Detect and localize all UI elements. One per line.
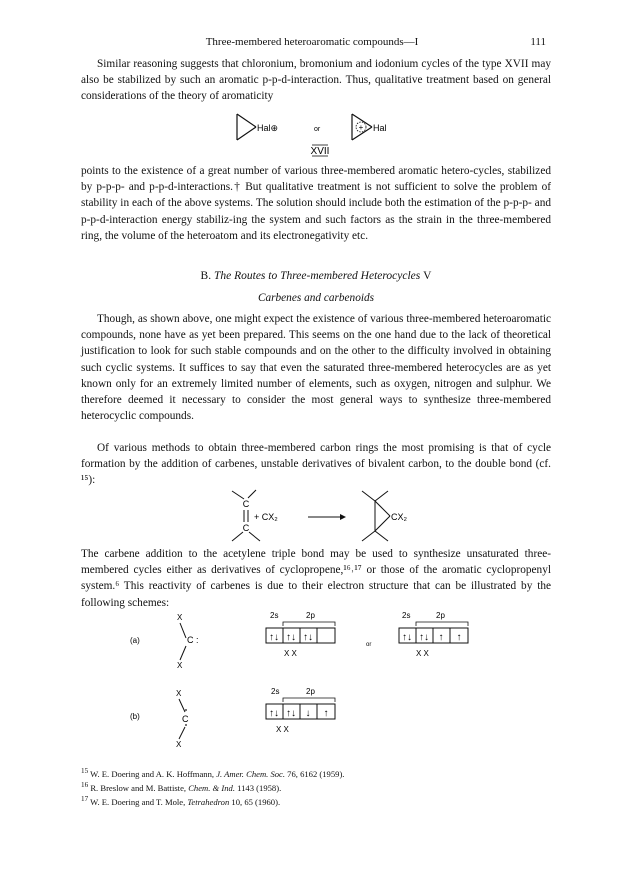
ring-plus-sign: + <box>358 123 364 132</box>
paragraph-2-text: points to the existence of a great number of various three-membered aromatic hetero-cycles, stabilized by p-p-p- and p-p-d-interactions.† But qualitative treatment is not sufficient to solve the problem of stability in each of the above systems. The solution should include both the estimation of the p-p-p- and p-p-d-interaction energy stabiliz-ing the system and such factors as the strain in the three-membered ring, the volume of the heteroatom and its electronegativity etc. <box>81 165 551 242</box>
b-cell-3: ↓ <box>305 708 311 719</box>
b-cell-1: ↑↓ <box>269 708 279 719</box>
paragraph-4 <box>81 440 551 489</box>
scheme-a1-2s-label: 2s <box>270 611 279 620</box>
b-cell-2: ↑↓ <box>286 708 296 719</box>
halonium-structure-right <box>352 114 387 140</box>
hal-label: Hal <box>373 123 387 133</box>
a1-cell-1: ↑↓ <box>269 632 279 643</box>
orbital-box-b <box>266 704 335 719</box>
scheme-a1-xx: X X <box>284 649 297 658</box>
scheme-a-colon: : <box>196 635 199 645</box>
scheme-a2-2s-label: 2s <box>402 611 411 620</box>
paragraph-1-text: Similar reasoning suggests that chloronium, bromonium and iodonium cycles of the type XVII may also be stabilized by such an aromatic p-p-d-interaction. Thus, qualitative treatment based on general considerations of the theory of aromaticity <box>81 58 551 103</box>
cyclopropane-product <box>362 491 408 541</box>
a2-cell-3: ↑ <box>438 632 444 643</box>
running-title: Three-membered heteroaromatic compounds—I <box>205 36 419 48</box>
paragraph-2 <box>81 163 551 244</box>
footnote-15: $^{15}$ W. E. Doering and A. K. Hoffmann, J. Amer. Chem. Soc. 76, 6162 (1959). <box>81 767 345 779</box>
paragraph-5 <box>81 546 551 611</box>
electron-structure-schemes <box>130 608 510 758</box>
page-number: 111 <box>530 36 546 48</box>
scheme-a-label: (a) <box>130 636 140 645</box>
a1-cell-3: ↑↓ <box>303 632 313 643</box>
section-heading <box>81 270 551 282</box>
a2-cell-2: ↑↓ <box>419 632 429 643</box>
figure-xvii <box>230 110 410 166</box>
footnotes <box>81 766 551 808</box>
orbital-box-a2 <box>399 628 468 643</box>
scheme-b <box>130 687 335 749</box>
paragraph-3-text: Though, as shown above, one might expect the existence of various three-membered heteroaromatic compounds, none have as yet been prepared. This seems on the one hand due to the lack of theoretical justification to look for such stable compounds and on the other to the difficulty involved in obtaining such cyclic systems. It suffices to say that even the saturated three-membered heterocycles are as yet known only for an extremely limited number of elements, such as oxygen, nitrogen and sulphur. We therefore deemed it necessary to consider the most general ways to synthesize three-membered heterocyclic compounds. <box>81 313 551 423</box>
scheme-b-2p-label: 2p <box>306 687 315 696</box>
figure-xvii-caption: XVII <box>310 146 330 157</box>
a2-cell-1: ↑↓ <box>402 632 412 643</box>
scheme-b-x-bottom: X <box>176 740 182 749</box>
scheme-a <box>130 611 468 670</box>
scheme-a2-xx: X X <box>416 649 429 658</box>
a2-cell-4: ↑ <box>456 632 462 643</box>
hal-plus-label: Hal⊕ <box>257 123 279 133</box>
carbene-addition-reaction <box>230 487 430 545</box>
paragraph-4-text: Of various methods to obtain three-membered carbon rings the most promising is that of cycle formation by the addition of carbenes, unstable derivatives of bivalent carbon, to the double bond (cf. ¹⁵): <box>81 442 551 487</box>
a1-cell-2: ↑↓ <box>286 632 296 643</box>
product-cx2-label: CX₂ <box>391 512 407 522</box>
subheading: Carbenes and carbenoids <box>257 292 375 304</box>
b-cell-4: ↑ <box>323 708 329 719</box>
scheme-a2-2p-label: 2p <box>436 611 445 620</box>
carbene-reagent: + CX₂ <box>254 512 278 522</box>
reaction-arrow <box>308 514 346 520</box>
scheme-a-carbon: C <box>187 635 194 645</box>
scheme-b-2s-label: 2s <box>271 687 280 696</box>
section-roman: V <box>423 270 432 282</box>
alkene-carbon-bottom: C <box>242 523 250 533</box>
scheme-a-x-top: X <box>177 613 183 622</box>
or-label: or <box>314 126 321 133</box>
section-prefix: B. <box>200 270 212 282</box>
halonium-structure-left <box>237 114 278 140</box>
orbital-box-a1 <box>266 628 335 643</box>
scheme-or-label: or <box>366 642 372 648</box>
alkene-carbon-top: C <box>242 499 250 509</box>
paragraph-1 <box>81 56 551 105</box>
section-title: The Routes to Three-membered Heterocycles <box>213 270 421 282</box>
scheme-b-x-top: X <box>176 689 182 698</box>
paragraph-3 <box>81 311 551 424</box>
scheme-a1-2p-label: 2p <box>306 611 315 620</box>
footnote-17: $^{17}$ W. E. Doering and T. Mole, Tetrahedron 10, 65 (1960). <box>81 794 281 807</box>
scheme-b-carbon: C <box>182 714 189 724</box>
scheme-b-xx: X X <box>276 725 289 734</box>
scheme-b-label: (b) <box>130 712 140 721</box>
paragraph-5-text: The carbene addition to the acetylene triple bond may be used to synthesize unsaturated three-membered cycles either as derivatives of cyclopropene,¹⁶˒¹⁷ or those of the aromatic cyclopropenyl system.⁶ This reactivity of carbenes is due to their electron structure that can be illustrated by the following schemes: <box>81 548 551 609</box>
footnote-16: $^{16}$ R. Breslow and M. Battiste, Chem. & Ind. 1143 (1958). <box>81 780 282 793</box>
scheme-a-x-bottom: X <box>177 661 183 670</box>
